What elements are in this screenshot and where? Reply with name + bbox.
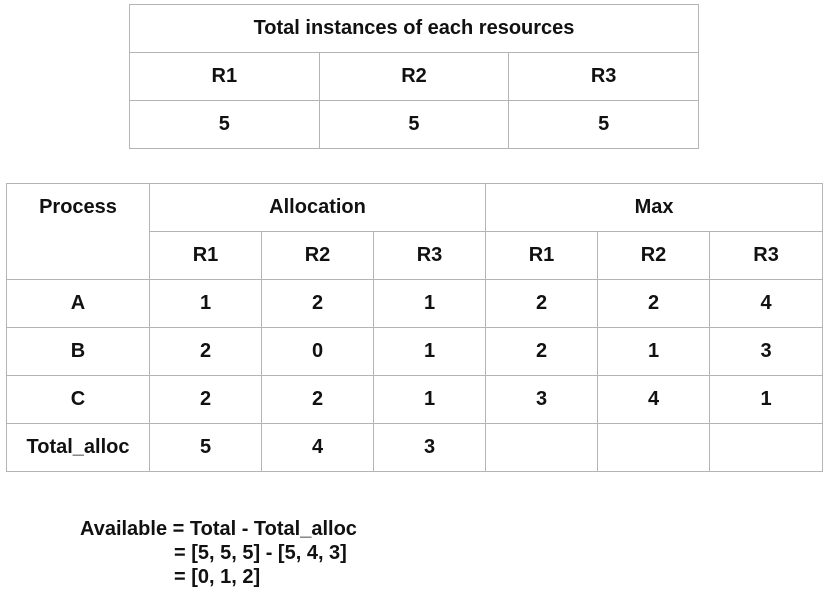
value-cell: 1 (598, 328, 710, 376)
value-cell: 5 (509, 101, 699, 149)
header-cell: R1 (486, 232, 598, 280)
header-cell: R2 (262, 232, 374, 280)
table-row (7, 424, 823, 472)
value-cell (710, 424, 823, 472)
available-formula: Available = Total - Total_alloc (80, 518, 357, 540)
available-result: = [0, 1, 2] (174, 566, 261, 588)
value-cell: 1 (374, 328, 486, 376)
value-cell: 2 (150, 376, 262, 424)
value-cell: 1 (150, 280, 262, 328)
value-cell: 5 (130, 101, 320, 149)
value-cell: 2 (150, 328, 262, 376)
process-cell: C (7, 376, 150, 424)
value-cell: 1 (374, 376, 486, 424)
value-cell: 4 (710, 280, 823, 328)
table-row (7, 376, 823, 424)
value-cell: 2 (598, 280, 710, 328)
total-instances-title: Total instances of each resources (130, 5, 699, 53)
value-cell: 0 (262, 328, 374, 376)
value-cell: 3 (710, 328, 823, 376)
available-substitution: = [5, 5, 5] - [5, 4, 3] (174, 542, 347, 564)
value-cell: 2 (262, 280, 374, 328)
process-header: Process (7, 184, 150, 280)
table-row (130, 53, 699, 101)
value-cell: 3 (486, 376, 598, 424)
table-row (7, 184, 823, 232)
process-cell: B (7, 328, 150, 376)
header-cell: R3 (509, 53, 699, 101)
value-cell: 4 (598, 376, 710, 424)
process-cell: Total_alloc (7, 424, 150, 472)
value-cell (486, 424, 598, 472)
header-cell: R3 (710, 232, 823, 280)
value-cell: 2 (486, 328, 598, 376)
header-cell: R1 (150, 232, 262, 280)
table-row (7, 280, 823, 328)
value-cell: 2 (486, 280, 598, 328)
value-cell: 5 (319, 101, 509, 149)
header-cell: R2 (319, 53, 509, 101)
value-cell: 5 (150, 424, 262, 472)
value-cell: 2 (262, 376, 374, 424)
header-cell: R3 (374, 232, 486, 280)
value-cell: 3 (374, 424, 486, 472)
available-calculation (80, 517, 357, 589)
process-cell: A (7, 280, 150, 328)
allocation-header: Allocation (150, 184, 486, 232)
table-row (7, 328, 823, 376)
table-row (130, 101, 699, 149)
value-cell (598, 424, 710, 472)
allocation-max-table (6, 183, 823, 472)
value-cell: 1 (710, 376, 823, 424)
total-instances-table (129, 4, 699, 149)
value-cell: 4 (262, 424, 374, 472)
table-row (130, 5, 699, 53)
value-cell: 1 (374, 280, 486, 328)
header-cell: R1 (130, 53, 320, 101)
header-cell: R2 (598, 232, 710, 280)
max-header: Max (486, 184, 823, 232)
